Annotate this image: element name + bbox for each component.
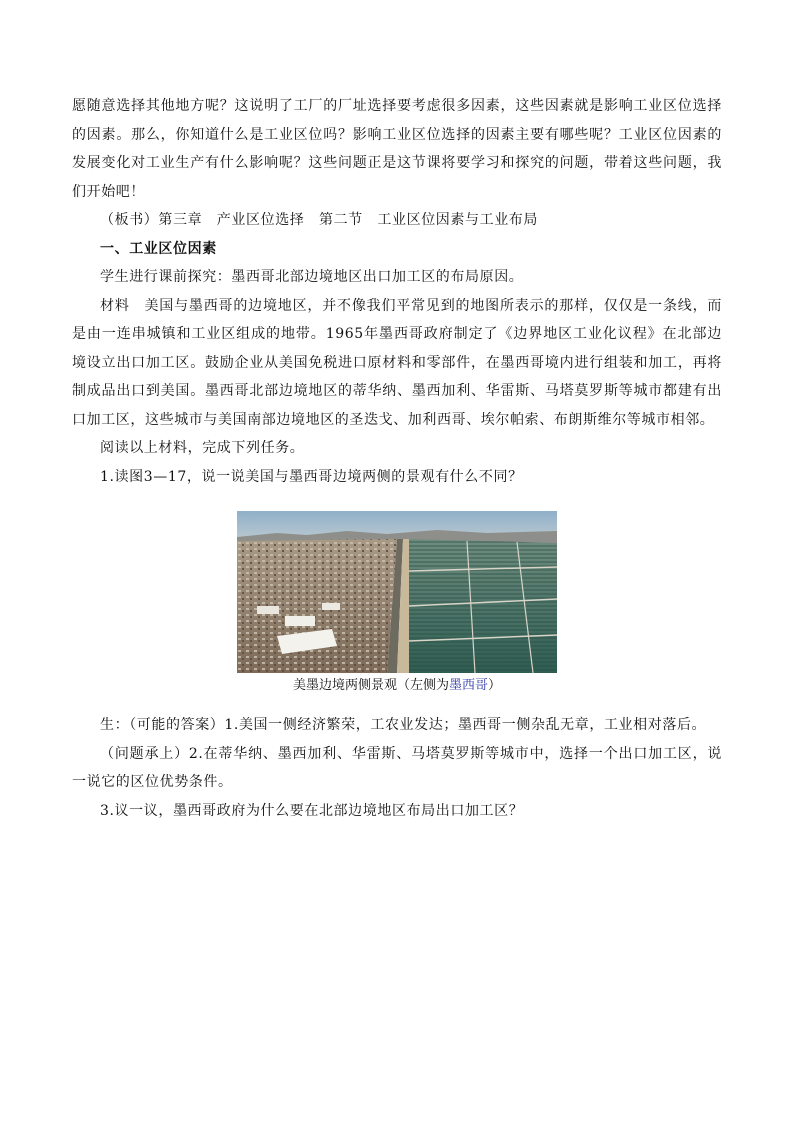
caption-end: ） [488, 678, 502, 693]
section-heading: 一、工业区位因素 [100, 240, 217, 257]
caption-highlight[interactable]: 墨西哥 [448, 678, 488, 693]
answers-section [72, 711, 722, 825]
border-landscape-photo [237, 511, 557, 673]
document-body [72, 92, 722, 491]
question-2: （问题承上）2.在蒂华纳、墨西加利、华雷斯、马塔莫罗斯等城市中，选择一个出口加工区，说一说它的区位优势条件。 [72, 745, 722, 790]
figure-caption [0, 676, 794, 696]
intro-paragraph: 愿随意选择其他地方呢？这说明了工厂的厂址选择要考虑很多因素，这些因素就是影响工业区位选择的因素。那么，你知道什么是工业区位吗？影响工业区位选择的因素主要有哪些呢？工业区位因素的发展变化对工业生产有什么影响呢？这些问题正是这节课将要学习和探究的问题，带着这些问题，我们开始吧！ [72, 98, 722, 200]
inquiry-paragraph: 学生进行课前探究：墨西哥北部边境地区出口加工区的布局原因。 [100, 269, 524, 285]
board-writing: （板书）第三章 产业区位选择 第二节 工业区位因素与工业布局 [100, 212, 538, 228]
question-3: 3.议一议，墨西哥政府为什么要在北部边境地区布局出口加工区？ [100, 802, 524, 819]
material-paragraph: 材料 美国与墨西哥的边境地区，并不像我们平常见到的地图所表示的那样，仅仅是一条线，而是由一连串城镇和工业区组成的地带。1965年墨西哥政府制定了《边界地区工业化议程》在北部边境设立出口加工区。鼓励企业从美国免税进口原材料和零部件，在墨西哥境内进行组装和加工，再将制成品出口到美国。墨西哥北部边境地区的蒂华纳、墨西加利、华雷斯、马塔莫罗斯等城市都建有出口加工区，这些城市与美国南部边境地区的圣迭戈、加利西哥、埃尔帕索、布朗斯维尔等城市相邻。 [72, 297, 722, 428]
caption-main: 美墨边境两侧景观（左侧为 [292, 678, 449, 693]
question-1: 1.读图3—17，说一说美国与墨西哥边境两侧的景观有什么不同？ [100, 468, 523, 485]
task-paragraph: 阅读以上材料，完成下列任务。 [100, 440, 305, 456]
answer-1: 生：（可能的答案）1.美国一侧经济繁荣，工农业发达；墨西哥一侧杂乱无章，工业相对落后。 [100, 717, 707, 733]
